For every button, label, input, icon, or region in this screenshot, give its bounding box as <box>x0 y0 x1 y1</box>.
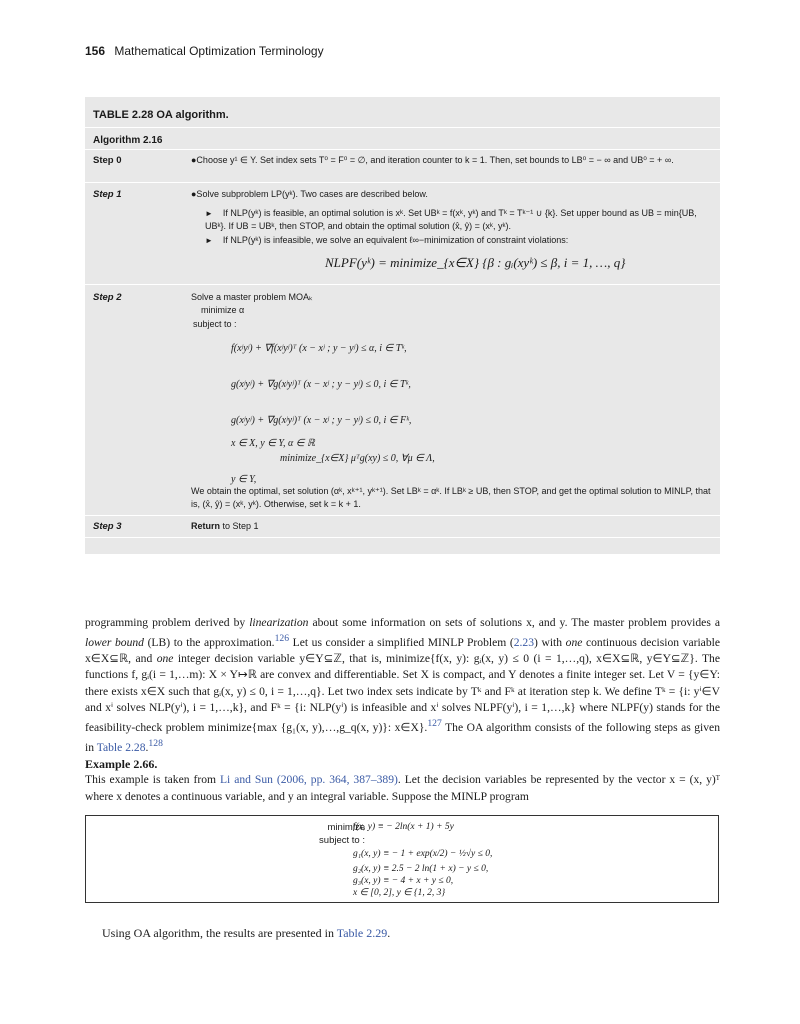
arrow-icon: ► <box>205 236 213 245</box>
citation-li-sun[interactable]: Li and Sun (2006, pp. 364, 387–389) <box>219 773 398 787</box>
constraint-g2: g₂(x, y) ≡ 2.5 − 2 ln(1 + x) − y ≤ 0, <box>353 864 489 874</box>
equation-ref-2-23[interactable]: 2.23 <box>513 636 534 650</box>
minlp-program-box <box>85 815 719 903</box>
step0-label: Step 0 <box>93 155 122 166</box>
constraint-g3: g₃(x, y) ≡ − 4 + x + y ≤ 0, <box>353 876 454 886</box>
nlpf-equation: NLPF(yᵏ) = minimize_{x∈X} {β : gᵢ(xyᵏ) ≤ β, i = 1, …, q} <box>325 255 626 270</box>
step1-case1 <box>205 207 710 233</box>
book-title: Mathematical Optimization Terminology <box>114 44 324 58</box>
subject-to-label: subject to : <box>319 835 365 846</box>
footnote-126[interactable]: 126 <box>274 633 290 645</box>
step3-label: Step 3 <box>93 521 122 532</box>
constraint-2: g(xʲyʲ) + ∇g(xʲyʲ)ᵀ (x − xʲ ; y − yʲ) ≤ 0, i ∈ Tᵏ, <box>231 379 411 390</box>
step3-target: to Step 1 <box>222 521 259 531</box>
y-domain: y ∈ Y, <box>231 474 257 485</box>
step1-label: Step 1 <box>93 189 122 200</box>
paragraph-2: This example is taken from Li and Sun (2006, pp. 364, 387–389). Let the decision variables be represented by the vector x = (x, y)ᵀ where x denotes a continuous variable, and y an integral variable. Suppose the MINLP program <box>85 773 720 803</box>
divider <box>85 515 720 516</box>
page-number: 156 <box>85 44 106 58</box>
step1-case2 <box>205 234 710 247</box>
objective-function: f(x, y) ≡ − 2ln(x + 1) + 5y <box>353 822 454 832</box>
closing-sentence: Using OA algorithm, the results are presented in Table 2.29. <box>102 926 391 940</box>
step2-subject-to: subject to : <box>193 319 237 329</box>
step2-label: Step 2 <box>93 292 122 303</box>
footnote-127[interactable]: 127 <box>427 718 442 730</box>
step3-text <box>191 520 711 533</box>
example-title: Example 2.66. <box>85 757 158 772</box>
dual-constraint: minimize_{x∈X} μᵀg(xy) ≤ 0, ∀μ ∈ Λ, <box>280 453 435 464</box>
minimize-label: minimize <box>327 822 365 833</box>
step0-text: ●Choose y¹ ∈ Y. Set index sets T⁰ = F⁰ = ∅, and iteration counter to k = 1. Then, set bounds to LB⁰ = − ∞ and UB⁰ = + ∞. <box>191 155 674 165</box>
body-text <box>85 615 720 805</box>
constraint-g1: g₁(x, y) ≡ − 1 + exp(x/2) − ½√y ≤ 0, <box>353 849 493 859</box>
footnote-128[interactable]: 128 <box>148 738 163 750</box>
domain-constraint: x ∈ X, y ∈ Y, α ∈ ℝ <box>231 438 315 449</box>
paragraph-1: programming problem derived by linearization about some information on sets of solutions x, and y. The master problem provides a lower bound (LB) to the approximation.$^{126}$ Let us consider a simplified MINLP Problem (2.23) with one continuous decision variable x∈X⊆ℝ, and one integer decision variable y∈Y⊆ℤ, that is, minimize{f(x, y): gᵢ(x, y) ≤ 0 (i = 1,…,q), x∈X⊆ℝ, y∈Y⊆ℤ}. The functions f, gᵢ(i = 1,…m): X × Y↦ℝ are convex and differentiable. Set X is compact, and Y denotes a finite integer set. Let V = {y∈Y: there exists x∈X such that gᵢ(x, y) ≤ 0, i = 1,…,q}. Let two index sets indicate by Tᵏ and Fᵏ at iteration step k. We define Tᵏ = {i: yⁱ∈V and xⁱ solves NLP(yⁱ), i = 1,…,k}, and Fᵏ = {i: NLP(yⁱ) is infeasible and xⁱ solves NLPF(yⁱ), i = 1,…,k} where NLPF(y) stands for the feasibility-check problem minimize{max {g₁(x, y),…,g_q(x, y)}: x∈X}.$^{127}$ The OA algorithm consists of the following steps as given in Table 2.28.$^{128}$ <box>85 616 721 754</box>
step1-case2-text: If NLP(yᵏ) is infeasible, we solve an equivalent ℓ∞−minimization of constraint violations: <box>222 235 569 245</box>
page-header <box>85 44 324 58</box>
divider <box>85 127 720 128</box>
variable-domain: x ∈ [0, 2], y ∈ {1, 2, 3} <box>353 888 446 898</box>
divider <box>85 149 720 150</box>
divider <box>85 182 720 183</box>
step3-return: Return <box>191 521 220 531</box>
step1-case1-text: If NLP(yᵏ) is feasible, an optimal solution is xᵏ. Set UBᵏ = f(xᵏ, yᵏ) and Tᵏ = Tᵏ⁻¹ ∪ {k}. Set upper bound as UB = min{UB, UBᵏ}. If UB = UBᵏ, then STOP, and obtain the optimal solution (x̂, ŷ) = (xᵏ, yᵏ). <box>205 208 697 231</box>
constraint-1: f(xʲyʲ) + ∇f(xʲyʲ)ᵀ (x − xʲ ; y − yʲ) ≤ α, i ∈ Tᵏ, <box>231 343 407 354</box>
step2-intro: Solve a master problem MOAₖ <box>191 292 313 302</box>
step1-text: ●Solve subproblem LP(yᵏ). Two cases are described below. <box>191 189 428 199</box>
algorithm-table <box>85 97 720 554</box>
constraint-3: g(xʲyʲ) + ∇g(xʲyʲ)ᵀ (x − xʲ ; y − yʲ) ≤ 0, i ∈ Fᵏ, <box>231 415 412 426</box>
table-ref-2-29[interactable]: Table 2.29 <box>336 926 388 940</box>
divider <box>85 284 720 285</box>
algorithm-label: Algorithm 2.16 <box>93 135 163 146</box>
step2-outro: We obtain the optimal, set solution (αᵏ, xᵏ⁺¹, yᵏ⁺¹). Set LBᵏ = αᵏ. If LBᵏ ≥ UB, then STOP, and get the optimal solution to MINLP, that is, (x̂, ŷ) = (xᵏ, yᵏ). Otherwise, set k = k + 1. <box>191 486 711 509</box>
table-ref-2-28[interactable]: Table 2.28 <box>96 741 146 754</box>
arrow-icon: ► <box>205 209 213 218</box>
step2-minimize: minimize α <box>201 305 245 315</box>
divider <box>85 537 720 538</box>
table-title: TABLE 2.28 OA algorithm. <box>93 109 229 121</box>
